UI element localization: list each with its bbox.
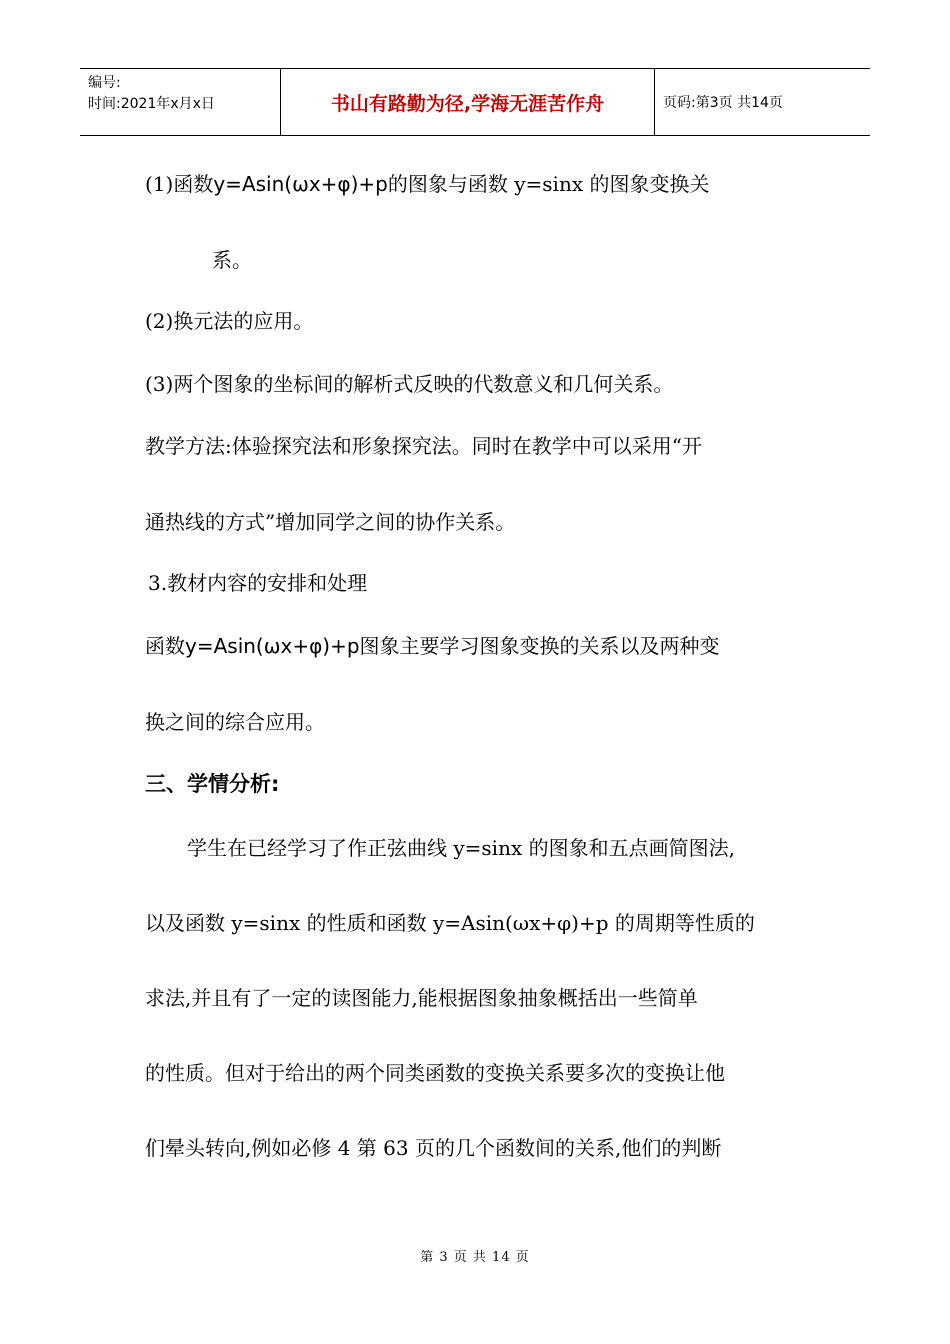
- formula-1: y=Asin(ωx+φ)+p: [213, 172, 388, 196]
- body-line-2: 系。: [212, 248, 252, 272]
- body-line-3: (2)换元法的应用。: [145, 309, 314, 333]
- body-line-5: 教学方法:体验探究法和形象探究法。同时在教学中可以采用“开: [145, 434, 702, 458]
- header-page-info: 页码:第3页 共14页: [663, 95, 783, 111]
- line8-suffix: 图象主要学习图象变换的关系以及两种变: [359, 634, 720, 658]
- body-line-6: 通热线的方式”增加同学之间的协作关系。: [145, 510, 516, 534]
- body-line-1: [145, 170, 709, 198]
- section-3-title: 3.教材内容的安排和处理: [148, 571, 368, 595]
- para-line-1: 学生在已经学习了作正弦曲线 y=sinx 的图象和五点画简图法,: [187, 836, 735, 860]
- header-motto: 书山有路勤为径,学海无涯苦作舟: [281, 69, 655, 135]
- number-label: 编号:: [88, 75, 121, 91]
- page-footer: 第 3 页 共 14 页: [420, 1250, 530, 1265]
- para-line-4: 的性质。但对于给出的两个同类函数的变换关系要多次的变换让他: [145, 1061, 725, 1085]
- line1-suffix: 的图象与函数 y=sinx 的图象变换关: [387, 172, 710, 196]
- section-heading: 三、学情分析:: [145, 772, 280, 796]
- body-line-9: 换之间的综合应用。: [145, 710, 325, 734]
- body-line-8: [145, 632, 720, 660]
- line8-prefix: 函数: [145, 634, 185, 658]
- formula-2: y=Asin(ωx+φ)+p: [185, 634, 360, 658]
- para-line-5: 们晕头转向,例如必修 4 第 63 页的几个函数间的关系,他们的判断: [145, 1136, 722, 1160]
- para-line-2: 以及函数 y=sinx 的性质和函数 y=Asin(ωx+φ)+p 的周期等性质的: [145, 911, 755, 935]
- header-table: [80, 68, 870, 136]
- time-label: 时间:2021年x月x日: [88, 96, 215, 112]
- para-line-3: 求法,并且有了一定的读图能力,能根据图象抽象概括出一些简单: [145, 986, 698, 1010]
- header-left-cell: [80, 69, 281, 135]
- body-line-4: (3)两个图象的坐标间的解析式反映的代数意义和几何关系。: [145, 372, 674, 396]
- line1-prefix: (1)函数: [145, 172, 214, 196]
